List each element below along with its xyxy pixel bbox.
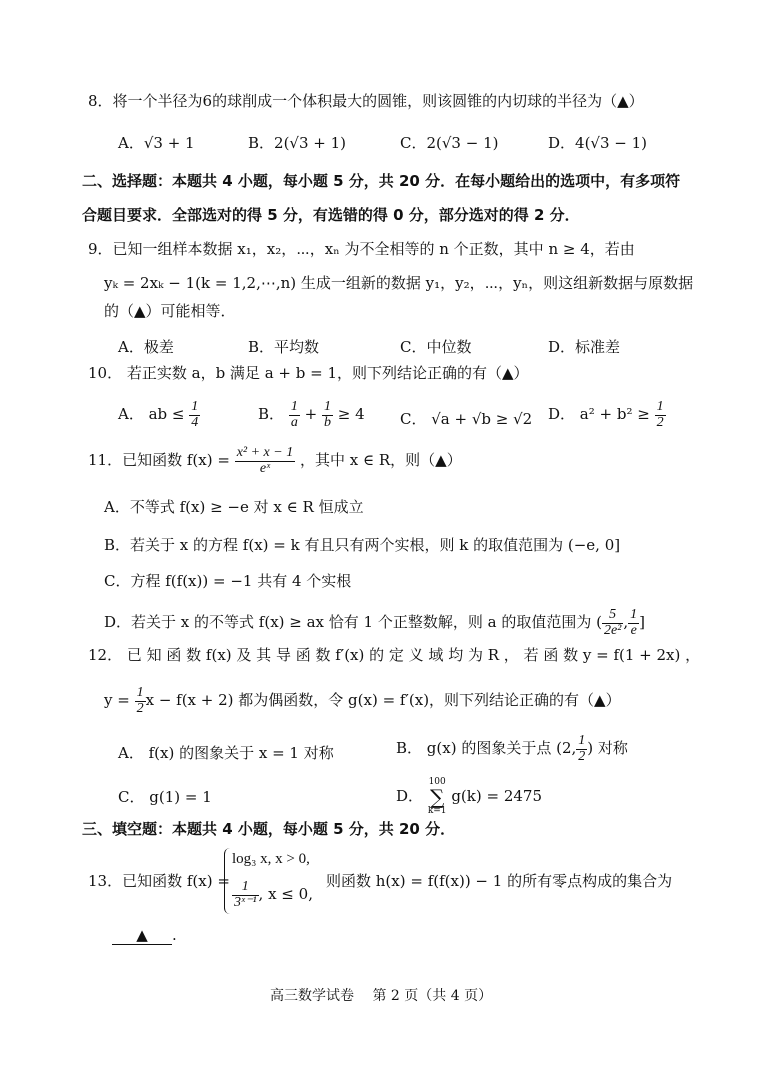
q11-stem: [88, 446, 462, 476]
q13-stem-post: 则函数 h(x) = f(f(x)) − 1 的所有零点构成的集合为: [326, 872, 673, 890]
period: .: [172, 926, 177, 944]
q10-option-b-label: B．: [258, 405, 285, 424]
page-footer: 高三数学试卷 第 2 页（共 4 页）: [270, 988, 493, 1004]
fraction-denominator: 2: [136, 700, 144, 716]
sigma-symbol: ∑: [430, 785, 445, 809]
section3-heading: 三、填空题：本题共 4 小题，每小题 5 分，共 20 分．: [82, 820, 456, 838]
q12-option-a: A． f(x) 的图象关于 x = 1 对称: [118, 744, 334, 762]
fraction-denominator: 2: [656, 414, 664, 430]
fraction-denominator: 2e²: [603, 622, 622, 638]
sum-lower-limit: k=1: [427, 806, 447, 816]
fraction-denominator: b: [323, 414, 331, 430]
section2-heading-line1: 二、选择题：本题共 4 小题，每小题 5 分，共 20 分．在每小题给出的选项中，有多项符: [82, 172, 681, 190]
fraction-numerator: 1: [290, 399, 298, 414]
q11-function-fraction: [235, 446, 296, 476]
q9-line2: yₖ = 2xₖ − 1(k = 1,2,⋯,n) 生成一组新的数据 y₁，y₂，⋯，yₙ，则这组新数据与原数据: [104, 274, 694, 292]
fraction-numerator: 1: [630, 607, 638, 622]
fraction-numerator: 1: [323, 399, 331, 414]
q10-option-d-fraction: [655, 400, 666, 430]
q8-option-a: A．√3 + 1: [118, 134, 195, 152]
q11-option-d: [104, 608, 645, 638]
piecewise-brace: [224, 848, 231, 914]
q11-option-d-fraction-2: [628, 608, 639, 638]
q12-option-d: [396, 778, 542, 816]
fraction-numerator: 1: [578, 733, 586, 748]
fraction-numerator: 1: [136, 685, 144, 700]
comma: ,: [623, 613, 629, 632]
fraction-denominator: a: [290, 414, 298, 430]
q9-option-b: B．平均数: [248, 338, 320, 356]
q10-option-b-fraction-1: [289, 400, 300, 430]
q11-option-c: C．方程 f(f(x)) = −1 共有 4 个实根: [104, 572, 352, 590]
q12-line1: 12． 已 知 函 数 f(x) 及 其 导 函 数 f′(x) 的 定 义 域 均 为 R ， 若 函 数 y = f(1 + 2x) ，: [88, 646, 701, 664]
q11-stem-post: ，其中 x ∈ R，则（▲）: [300, 451, 462, 470]
q13-answer-line: [112, 926, 177, 945]
q9-option-a: A．极差: [118, 338, 174, 356]
q10-stem: 10． 若正实数 a，b 满足 a + b = 1，则下列结论正确的有（▲）: [88, 364, 529, 382]
q11-stem-pre: 11．已知函数 f(x) =: [88, 451, 230, 470]
q13-stem-pre: 13．已知函数 f(x) =: [88, 872, 230, 890]
q12-option-b: [396, 734, 628, 764]
bracket-close: ]: [639, 613, 646, 632]
q10-option-b-tail: ≥ 4: [337, 405, 365, 424]
q11-option-d-fraction-1: [602, 608, 623, 638]
q12-option-b-tail: ) 对称: [587, 739, 628, 758]
q13-case-2: [232, 880, 313, 910]
q10-option-a: [118, 400, 200, 430]
summation: [428, 778, 447, 816]
q11-option-b: B．若关于 x 的方程 f(x) = k 有且只有两个实根，则 k 的取值范围为 (−e, 0]: [104, 536, 621, 554]
fraction-denominator: e: [630, 622, 637, 638]
q9-line1: 9．已知一组样本数据 x₁，x₂，⋯，xₙ 为不全相等的 n 个正数，其中 n ≥ 4，若由: [88, 240, 635, 258]
q10-option-c: C． √a + √b ≥ √2: [400, 410, 533, 428]
q8-option-d: D．4(√3 − 1): [548, 134, 648, 152]
plus-sign: +: [304, 405, 318, 424]
fraction-numerator: 1: [232, 880, 259, 896]
fraction-numerator: 1: [656, 399, 664, 414]
q9-option-c: C．中位数: [400, 338, 472, 356]
q8-option-c: C．2(√3 − 1): [400, 134, 499, 152]
q9-option-d: D．标准差: [548, 338, 621, 356]
q13-case-2-fraction: [232, 880, 259, 910]
fraction-denominator: 2: [578, 748, 586, 764]
q10-option-b-fraction-2: [322, 400, 333, 430]
q10-option-a-text: A． ab ≤: [118, 405, 185, 424]
q13-case-1: log₃ x, x > 0,: [232, 851, 310, 867]
fraction-numerator: 1: [191, 399, 199, 414]
q12-option-d-tail: g(k) = 2475: [451, 787, 543, 805]
q11-option-d-text: D．若关于 x 的不等式 f(x) ≥ ax 恰有 1 个正整数解，则 a 的取值范围为 (: [104, 613, 602, 632]
fraction-numerator: 5: [602, 608, 623, 624]
q10-option-b: [258, 400, 365, 430]
sum-upper-limit: 100: [428, 777, 446, 787]
q8-stem: 8．将一个半径为6的球削成一个体积最大的圆锥，则该圆锥的内切球的半径为（▲）: [88, 92, 644, 110]
q10-option-a-fraction: [189, 400, 200, 430]
q10-option-d: [548, 400, 666, 430]
q9-line3: 的（▲）可能相等．: [104, 302, 236, 320]
q12-line2-post: x − f(x + 2) 都为偶函数，令 g(x) = f′(x)，则下列结论正确的有（▲）: [145, 691, 621, 710]
q12-option-d-label: D．: [396, 787, 424, 805]
fraction-denominator: 4: [191, 414, 199, 430]
q13-case-2-condition: , x ≤ 0,: [258, 885, 313, 904]
fraction-denominator: eˣ: [259, 460, 271, 476]
q12-option-b-text: B． g(x) 的图象关于点 (2,: [396, 739, 577, 758]
fraction-numerator: x² + x − 1: [236, 445, 294, 460]
q12-option-b-fraction: [576, 734, 587, 764]
q11-option-a: A．不等式 f(x) ≥ −e 对 x ∈ R 恒成立: [104, 498, 364, 516]
q12-half-fraction: [135, 686, 146, 716]
q12-line2: [104, 686, 621, 716]
q8-option-b: B．2(√3 + 1): [248, 134, 347, 152]
q10-option-d-text: D． a² + b² ≥: [548, 405, 650, 424]
fraction-denominator: 3ˣ⁻¹: [234, 894, 257, 910]
answer-blank: ▲: [112, 926, 172, 945]
section2-heading-line2: 合题目要求．全部选对的得 5 分，有选错的得 0 分，部分选对的得 2 分．: [82, 206, 580, 224]
q12-line2-pre: y =: [104, 691, 130, 710]
q12-option-c: C． g(1) = 1: [118, 788, 212, 806]
